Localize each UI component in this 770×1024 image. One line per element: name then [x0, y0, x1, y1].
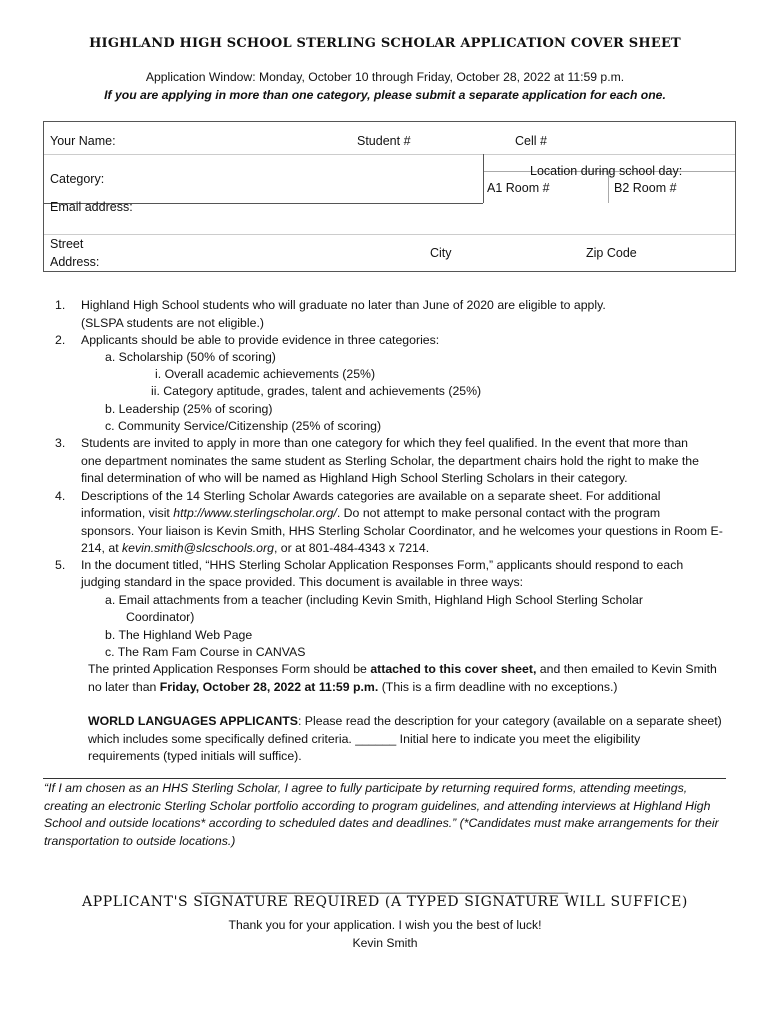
list-item: ii. Category aptitude, grades, talent and achievements (25%) [151, 384, 482, 398]
text: , or at 801-484-4343 x 7214. [273, 541, 430, 555]
section-divider [43, 778, 726, 779]
list-item: (SLSPA students are not eligible.) [81, 316, 264, 330]
list-item: sponsors. Your liaison is Kevin Smith, HHS Sterling Scholar Coordinator, and he welcomes your questions in Room E- [81, 524, 723, 538]
list-item: Applicants should be able to provide evidence in three categories: [81, 333, 440, 347]
world-languages-note [88, 714, 722, 728]
text: attached to this cover sheet, [370, 662, 537, 676]
list-number: 4. [55, 489, 66, 503]
world-languages-note: requirements (typed initials will suffice). [88, 749, 302, 763]
list-item: b. The Highland Web Page [105, 628, 253, 642]
coordinator-email-link[interactable]: kevin.smith@slcschools.org [122, 541, 274, 555]
signature-line[interactable]: _______________________________________________________ [201, 880, 569, 894]
sterling-scholar-link[interactable]: http://www.sterlingscholar.org/ [173, 506, 337, 520]
separate-application-note: If you are applying in more than one category, please submit a separate application for each one. [104, 88, 666, 102]
list-item [81, 541, 429, 555]
zip-code-field[interactable]: Zip Code [586, 246, 637, 260]
text: : Please read the description for your category (available on a separate sheet) [297, 714, 722, 728]
text: 214, at [81, 541, 123, 555]
list-item: final determination of who will be named as Highland High School Sterling Scholars in their category. [81, 471, 628, 485]
b2-room-field[interactable]: B2 Room # [614, 181, 677, 195]
text: . Do not attempt to make personal contact with the program [336, 506, 661, 520]
thank-you-note: Thank you for your application. I wish you the best of luck! [228, 918, 542, 932]
list-item: Coordinator) [126, 610, 195, 624]
list-item: In the document titled, “HHS Sterling Scholar Application Responses Form,” applicants should respond to each [81, 558, 684, 572]
list-item: judging standard in the space provided. This document is available in three ways: [81, 575, 524, 589]
signature-label: APPLICANT'S SIGNATURE REQUIRED (A TYPED SIGNATURE WILL SUFFICE) [82, 894, 688, 910]
city-field[interactable]: City [430, 246, 452, 260]
list-item: one department nominates the same student as Sterling Scholar, the department chairs hold the right to make the [81, 454, 699, 468]
list-item: Highland High School students who will graduate no later than June of 2020 are eligible to apply. [81, 298, 606, 312]
list-number: 3. [55, 436, 66, 450]
deadline-date: Friday, October 28, 2022 at 11:59 p.m. [159, 680, 379, 694]
list-item [81, 506, 660, 520]
list-item: a. Scholarship (50% of scoring) [105, 350, 276, 364]
list-item: a. Email attachments from a teacher (including Kevin Smith, Highland High School Sterling Scholar [105, 593, 643, 607]
text: information, visit [81, 506, 174, 520]
street-address-field[interactable]: Address: [50, 255, 100, 269]
form-divider [44, 154, 735, 155]
responses-form-instruction [88, 662, 717, 676]
list-item: Students are invited to apply in more than one category for which they feel qualified. In the event that more than [81, 436, 689, 450]
email-address-field[interactable]: Email address: [50, 200, 133, 214]
text: The printed Application Responses Form should be [88, 662, 371, 676]
text: WORLD LANGUAGES APPLICANTS [88, 714, 298, 728]
list-number: 1. [55, 298, 66, 312]
category-field[interactable]: Category: [50, 172, 105, 186]
deadline-line [88, 680, 618, 694]
list-number: 2. [55, 333, 66, 347]
coordinator-name: Kevin Smith [352, 936, 418, 950]
form-divider [483, 154, 484, 203]
list-number: 5. [55, 558, 66, 572]
list-item: Descriptions of the 14 Sterling Scholar Awards categories are available on a separate sheet. For additional [81, 489, 661, 503]
list-item: c. Community Service/Citizenship (25% of scoring) [105, 419, 382, 433]
a1-room-field[interactable]: A1 Room # [487, 181, 550, 195]
list-item: b. Leadership (25% of scoring) [105, 402, 273, 416]
form-divider [44, 234, 735, 235]
list-item: i. Overall academic achievements (25%) [155, 367, 376, 381]
text: and then emailed to Kevin Smith [536, 662, 717, 676]
text: (This is a firm deadline with no exceptions.) [378, 680, 618, 694]
text: no later than [88, 680, 160, 694]
page-title: HIGHLAND HIGH SCHOOL STERLING SCHOLAR APPLICATION COVER SHEET [89, 36, 681, 51]
cell-number-field[interactable]: Cell # [515, 134, 547, 148]
your-name-field[interactable]: Your Name: [50, 134, 116, 148]
student-number-field[interactable]: Student # [357, 134, 411, 148]
street-address-label-line1: Street [50, 237, 84, 251]
initials-field[interactable]: which includes some specifically defined criteria. ______ Initial here to indicate you meet the eligibility [88, 732, 641, 746]
list-item: c. The Ram Fam Course in CANVAS [105, 645, 306, 659]
application-window: Application Window: Monday, October 10 through Friday, October 28, 2022 at 11:59 p.m. [145, 70, 625, 84]
applicant-info-form [43, 121, 736, 272]
agreement-statement: “If I am chosen as an HHS Sterling Scholar, I agree to fully participate by returning required forms, attending meetings, creating an electronic Sterling Scholar portfolio according to program guidelines, and attending interviews at Highland High School and outside locations* according to scheduled dates and deadlines.” (*Candidates must make arrangements for their transportation to outside locations.) [44, 781, 719, 848]
location-label: Location during school day: [530, 164, 683, 178]
